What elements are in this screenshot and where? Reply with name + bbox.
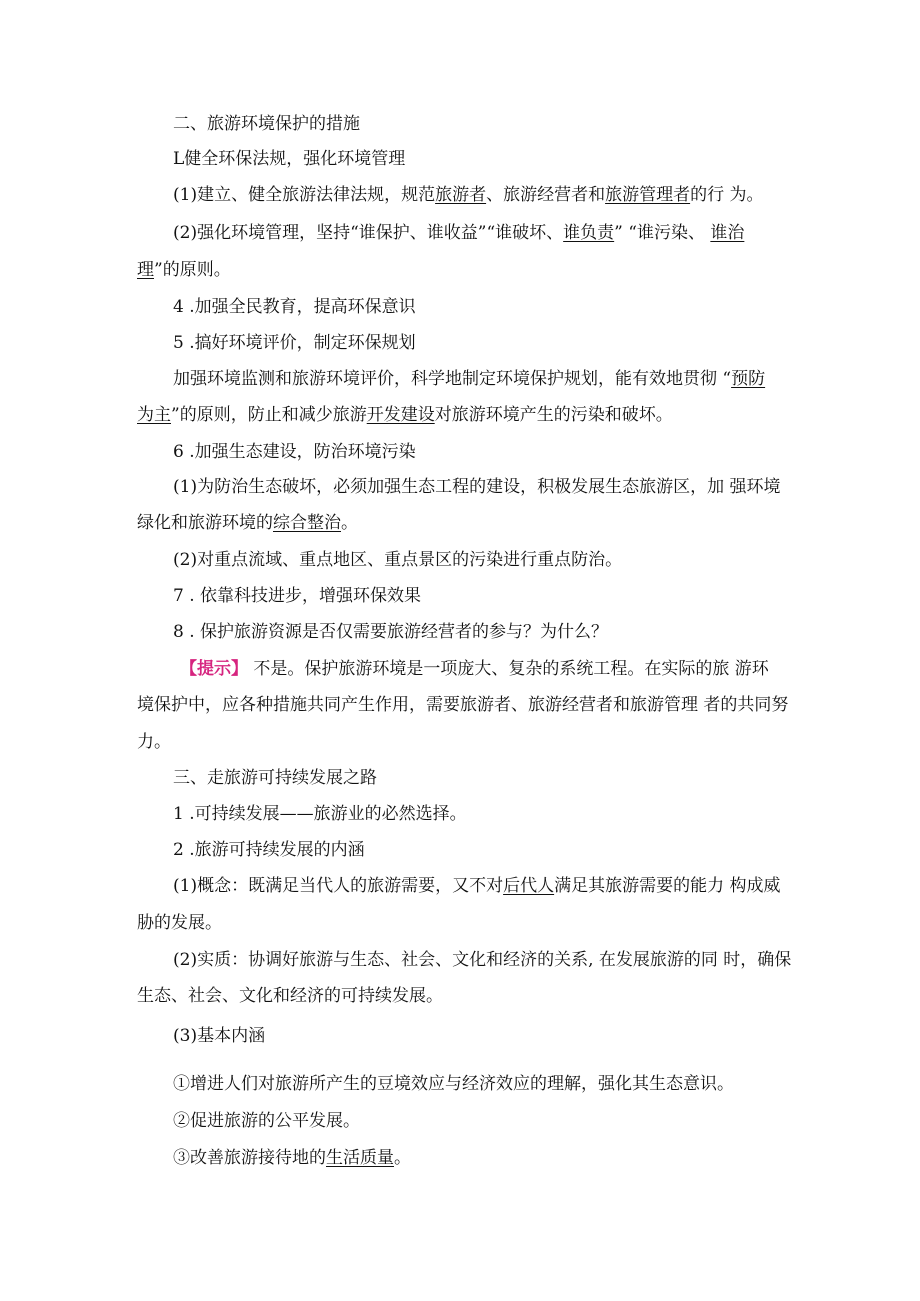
- concept-line2: 胁的发展。: [137, 913, 222, 933]
- section2-heading: 二、旅游环境保护的措施: [173, 114, 360, 134]
- hint-label: 【提示】: [180, 659, 248, 679]
- question: 8 . 保护旅游资源是否仅需要旅游经营者的参与？为什么？: [173, 622, 609, 642]
- item5-title: 7 . 依靠科技进步，增强环保效果: [173, 586, 422, 606]
- item2-title: 4 .加强全民教育，提高环保意识: [173, 297, 416, 317]
- item1-title: L健全环保法规，强化环境管理: [173, 149, 406, 169]
- item4-title: 6 .加强生态建设，防治环境污染: [173, 442, 416, 462]
- item4-paragraph1-line2: 绿化和旅游环境的综合整治。: [137, 513, 358, 533]
- essence-line1: (2)实质：协调好旅游与生态、社会、文化和经济的关系, 在发展旅游的同 时，确保: [173, 950, 792, 970]
- item3-title: 5 .搞好环境评价，制定环保规划: [173, 333, 416, 353]
- item3-paragraph-line2: 为主”的原则，防止和减少旅游开发建设对旅游环境产生的污染和破坏。: [137, 405, 673, 425]
- connotation-item1: ①增进人们对旅游所产生的豆境效应与经济效应的理解，强化其生态意识。: [173, 1074, 734, 1094]
- concept-line1: (1)概念：既满足当代人的旅游需要，又不对后代人满足其旅游需要的能力 构成威: [173, 876, 781, 896]
- section3-item1: 1 .可持续发展——旅游业的必然选择。: [173, 804, 467, 824]
- section3-heading: 三、走旅游可持续发展之路: [173, 768, 377, 788]
- basic-connotation-title: (3)基本内涵: [173, 1026, 266, 1046]
- item4-paragraph1-line1: (1)为防治生态破坏，必须加强生态工程的建设，积极发展生态旅游区，加 强环境: [173, 477, 781, 497]
- essence-line2: 生态、社会、文化和经济的可持续发展。: [137, 986, 443, 1006]
- hint-line2: 境保护中，应各种措施共同产生作用，需要旅游者、旅游经营者和旅游管理 者的共同努: [137, 695, 789, 715]
- connotation-item3: ③改善旅游接待地的生活质量。: [173, 1148, 411, 1168]
- item1-paragraph2-line2: 理”的原则。: [137, 260, 231, 280]
- connotation-item2: ②促进旅游的公平发展。: [173, 1111, 360, 1131]
- hint-line3: 力。: [137, 732, 171, 752]
- item3-paragraph-line1: 加强环境监测和旅游环境评价，科学地制定环境保护规划，能有效地贯彻 “预防: [173, 369, 766, 389]
- item1-paragraph2-line1: (2)强化环境管理，坚持“谁保护、谁收益”“谁破坏、谁负责” “谁污染、 谁治: [173, 223, 745, 243]
- hint-line1: 【提示】 不是。保护旅游环境是一项庞大、复杂的系统工程。在实际的旅 游环: [180, 659, 769, 679]
- item4-paragraph2: (2)对重点流域、重点地区、重点景区的污染进行重点防治。: [173, 550, 623, 570]
- item1-paragraph1: (1)建立、健全旅游法律法规，规范旅游者、旅游经营者和旅游管理者的行 为。: [173, 185, 764, 205]
- section3-item2: 2 .旅游可持续发展的内涵: [173, 840, 365, 860]
